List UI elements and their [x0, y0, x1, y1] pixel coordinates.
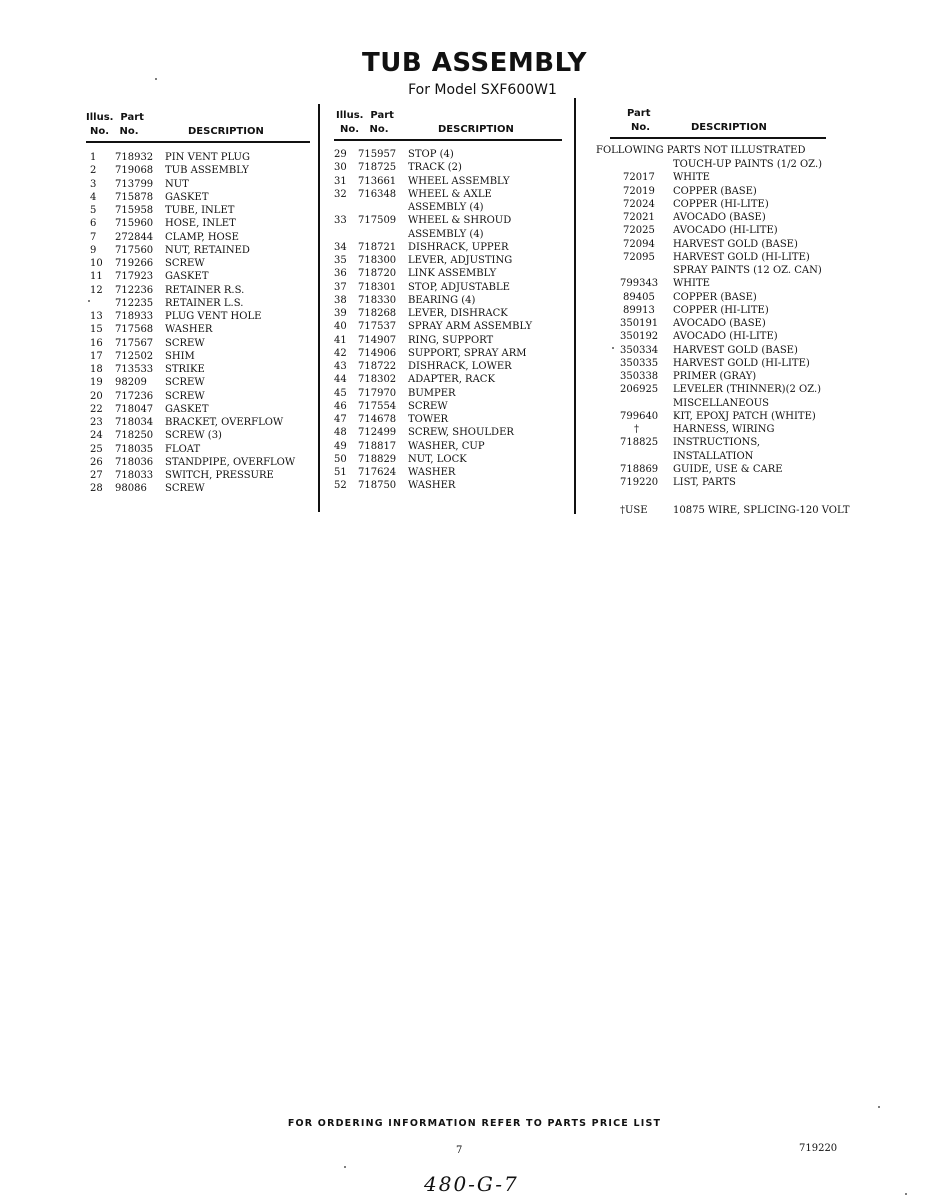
- page-subtitle: For Model SXF600W1: [408, 82, 557, 98]
- scan-speck: [612, 347, 614, 349]
- document-number: 719220: [799, 1143, 838, 1154]
- col2-header-no: No. No.: [340, 124, 389, 135]
- col1-header-rule: [86, 141, 310, 143]
- page-number: 7: [456, 1145, 463, 1156]
- ordering-note: FOR ORDERING INFORMATION REFER TO PARTS PRICE LIST: [287, 1118, 662, 1129]
- scan-speck: [878, 1106, 880, 1108]
- col2-header-description: DESCRIPTION: [438, 124, 514, 135]
- scan-speck: [905, 1193, 907, 1195]
- col1-header-no: No. No.: [90, 126, 139, 137]
- col2-header-rule: [334, 139, 562, 141]
- col2-header-illus-part: Illus. Part: [336, 110, 394, 121]
- col1-header-illus-part: Illus. Part: [86, 112, 144, 123]
- scan-speck: [88, 300, 90, 302]
- col3-header-part: Part: [627, 108, 651, 119]
- col1-header-description: DESCRIPTION: [188, 126, 264, 137]
- col3-header-description: DESCRIPTION: [691, 122, 767, 133]
- footnote-text: 10875 WIRE, SPLICING-120 VOLT: [673, 505, 850, 516]
- col3-header-no: No.: [631, 122, 651, 133]
- col3-intro: FOLLOWING PARTS NOT ILLUSTRATED: [596, 145, 806, 156]
- footnote-marker: †USE: [620, 505, 648, 516]
- handwritten-note: 480-G-7: [424, 1172, 519, 1196]
- col3-header-rule: [610, 137, 826, 139]
- column-divider-right: [574, 98, 576, 514]
- column-divider-left: [318, 104, 320, 512]
- scan-speck: [155, 78, 157, 80]
- scan-speck: [344, 1166, 346, 1168]
- page-title: TUB ASSEMBLY: [362, 48, 587, 78]
